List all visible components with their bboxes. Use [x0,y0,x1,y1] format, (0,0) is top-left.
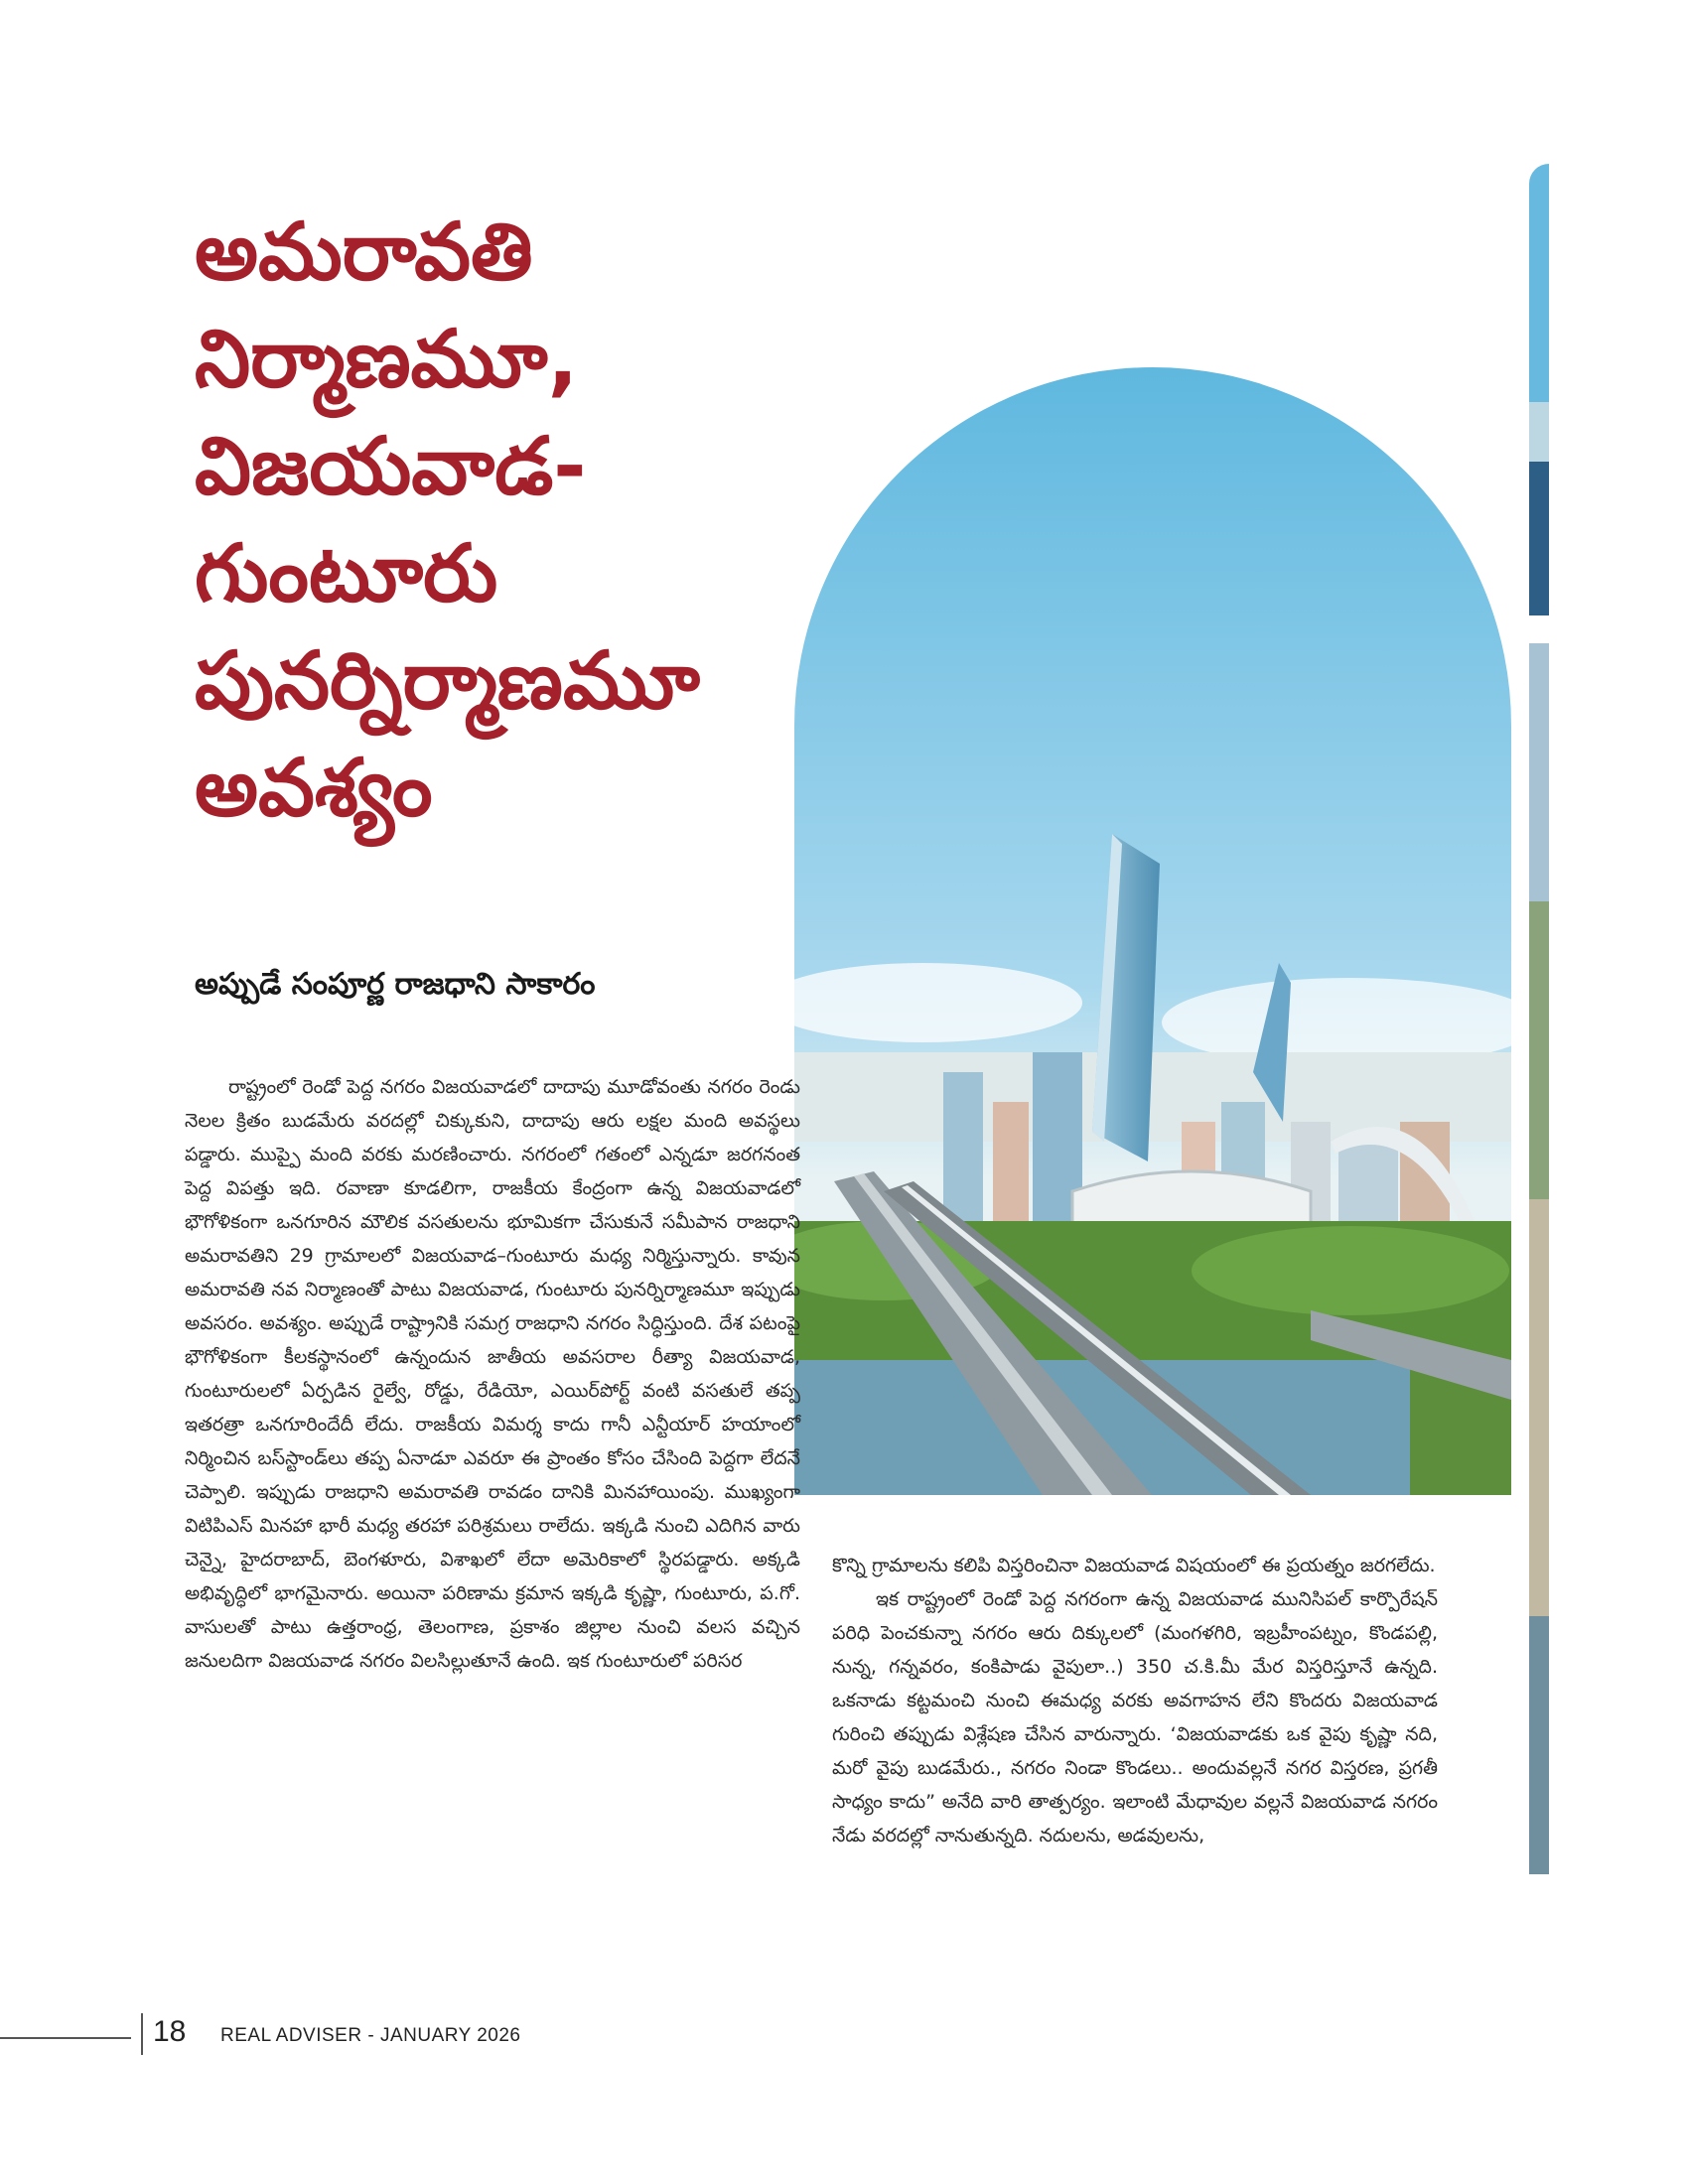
adjacent-page-strip-top [1529,164,1549,615]
headline-line-2: నిర్మాణమూ, [195,313,578,405]
footer-rule [0,2037,131,2039]
publication-line: REAL ADVISER - JANUARY 2026 [220,2025,521,2046]
adjacent-page-strip-top-svg [1529,164,1549,615]
subheadline: అప్పుడే సంపూర్ణ రాజధాని సాకారం [195,967,596,1002]
headline-line-6: అవశ్యం [195,742,433,834]
headline-line-4: గుంటూరు [195,527,498,619]
body-column-right [832,1549,1438,1852]
trees [1192,1226,1509,1315]
body-paragraph-1: రాష్ట్రంలో రెండో పెద్ద నగరం విజయవాడలో దాదాపు మూడోవంతు నగరం రెండు నెలల క్రితం బుడమేరు వరదల్లో చిక్కుకుని, దాదాపు ఆరు లక్షల మంది అవస్థలు పడ్డారు. ముప్పై మంది వరకు మరణించారు. నగరంలో గతంలో ఎన్నడూ జరగనంత పెద్ద విపత్తు ఇది. రవాణా కూడలిగా, రాజకీయ కేంద్రంగా ఉన్న విజయవాడలో భౌగోళికంగా ఒనగూరిన మౌలిక వసతులను భూమికగా చేసుకునే సమీపాన రాజధాని అమరావతిని 29 గ్రామాలలో విజయవాడ–గుంటూరు మధ్య నిర్మిస్తున్నారు. కావున అమరావతి నవ నిర్మాణంతో పాటు విజయవాడ, గుంటూరు పునర్నిర్మాణమూ ఇప్పుడు అవసరం. అవశ్యం. అప్పుడే రాష్ట్రానికి సమగ్ర రాజధాని నగరం సిద్ధిస్తుంది. దేశ పటంపై భౌగోళికంగా కీలకస్థానంలో ఉన్నందున జాతీయ అవసరాల రీత్యా విజయవాడ, గుంటూరులలో ఏర్పడిన రైల్వే, రోడ్డు, రేడియో, ఎయిర్‌పోర్ట్ వంటి వసతులే తప్ప ఇతరత్రా ఒనగూరిందేదీ లేదు. రాజకీయ విమర్శ కాదు గానీ ఎన్టీయార్ హయాంలో నిర్మించిన బస్‌స్టాండ్‌లు తప్ప ఏనాడూ ఎవరూ ఈ ప్రాంతం కోసం చేసింది పెద్దగా లేదనే చెప్పాలి. ఇప్పుడు రాజధాని అమరావతి రావడం దానికి మినహాయింపు. ముఖ్యంగా విటిపిఎస్ మినహా భారీ మధ్య తరహా పరిశ్రమలు రాలేదు. ఇక్కడి నుంచి ఎదిగిన వారు చెన్నై, హైదరాబాద్, బెంగళూరు, విశాఖలో లేదా అమెరికాలో స్థిరపడ్డారు. అక్కడి అభివృద్ధిలో భాగమైనారు. అయినా పరిణామ క్రమాన ఇక్కడి కృష్ణా, గుంటూరు, ప.గో. వాసులతో పాటు ఉత్తరాంధ్ర, తెలంగాణ, ప్రకాశం జిల్లాల నుంచి వలస వచ్చిన జనులదిగా విజయవాడ నగరం విలసిల్లుతూనే ఉంది. ఇక గుంటూరులో పరిసర [185,1076,800,1672]
adjacent-page-strip-bottom-svg [1529,643,1549,1874]
city-illustration [794,367,1511,1495]
headline-line-5: పునర్నిర్మాణమూ [195,634,700,727]
city-illustration-svg [794,367,1511,1495]
headline-line-1: అమరావతి [195,205,533,298]
footer-divider [141,2013,143,2055]
tower [943,1072,983,1231]
headline-line-3: విజయవాడ- [195,420,587,512]
body-paragraph-continued: కొన్ని గ్రామాలను కలిపి విస్తరించినా విజయవాడ విషయంలో ఈ ప్రయత్నం జరగలేదు. [832,1555,1436,1576]
page-number: 18 [153,2015,187,2048]
body-paragraph-2: ఇక రాష్ట్రంలో రెండో పెద్ద నగరంగా ఉన్న విజయవాడ మునిసిపల్ కార్పొరేషన్ పరిధి పెంచకున్నా నగరం ఆరు దిక్కులలో (మంగళగిరి, ఇబ్రహీంపట్నం, కొండపల్లి, నున్న, గన్నవరం, కంకిపాడు వైపులా..) 350 చ.కి.మీ మేర విస్తరిస్తూనే ఉన్నది. ఒకనాడు కట్టమంచి నుంచి ఈమధ్య వరకు అవగాహన లేని కొందరు విజయవాడ గురించి తప్పుడు విశ్లేషణ చేసిన వారున్నారు. ‘విజయవాడకు ఒక వైపు కృష్ణా నది, మరో వైపు బుడమేరు., నగరం నిండా కొండలు.. అందువల్లనే నగర విస్తరణ, ప్రగతీ సాధ్యం కాదు” అనేది వారి తాత్పర్యం. ఇలాంటి మేధావుల వల్లనే విజయవాడ నగరం నేడు వరదల్లో నానుతున్నది. నదులను, అడవులను, [832,1588,1438,1846]
tower [993,1102,1029,1231]
adjacent-page-strip-bottom [1529,643,1549,1874]
body-column-left [185,1070,800,1678]
headline [195,199,830,842]
